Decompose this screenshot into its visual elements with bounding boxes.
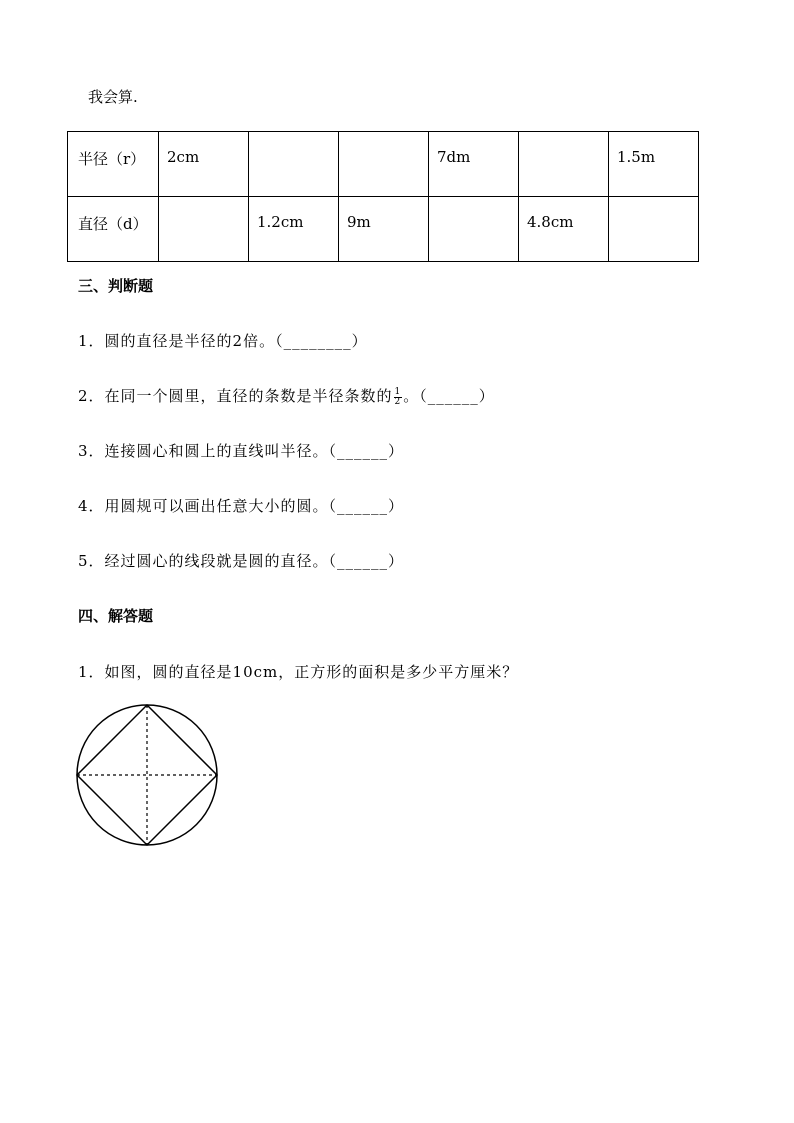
question-item: 1．圆的直径是半径的2倍。（________） [78,332,368,350]
table-cell: 4.8cm [519,197,609,262]
circle-square-figure [74,702,220,848]
fraction-denominator: 2 [394,396,402,407]
fraction-numerator: 1 [394,386,402,397]
table-cell: 1.5m [609,132,699,197]
table-cell [249,132,339,197]
table-cell [519,132,609,197]
table-cell [339,132,429,197]
table-row-radius [68,132,699,197]
table-cell [609,197,699,262]
table-row-diameter [68,197,699,262]
section-title-judgment: 三、判断题 [78,277,154,295]
question-text: 2．在同一个圆里，直径的条数是半径条数的 [78,387,393,405]
row-header: 直径（d） [68,197,159,262]
table-cell: 9m [339,197,429,262]
table-cell: 2cm [159,132,249,197]
radius-diameter-table [67,131,699,262]
table-cell [159,197,249,262]
question-item: 4．用圆规可以画出任意大小的圆。（______） [78,497,405,515]
row-header: 半径（r） [68,132,159,197]
question-item: 3．连接圆心和圆上的直线叫半径。（______） [78,442,405,460]
table-cell: 1.2cm [249,197,339,262]
intro-text: 我会算. [88,88,138,106]
question-item [78,385,495,407]
table-cell [429,197,519,262]
fraction [394,388,403,407]
question-text-end: 。（______） [403,387,495,405]
table-cell: 7dm [429,132,519,197]
section-title-solve: 四、解答题 [78,607,154,625]
question-item: 1．如图，圆的直径是10cm，正方形的面积是多少平方厘米？ [78,663,519,681]
question-item: 5．经过圆心的线段就是圆的直径。（______） [78,552,405,570]
